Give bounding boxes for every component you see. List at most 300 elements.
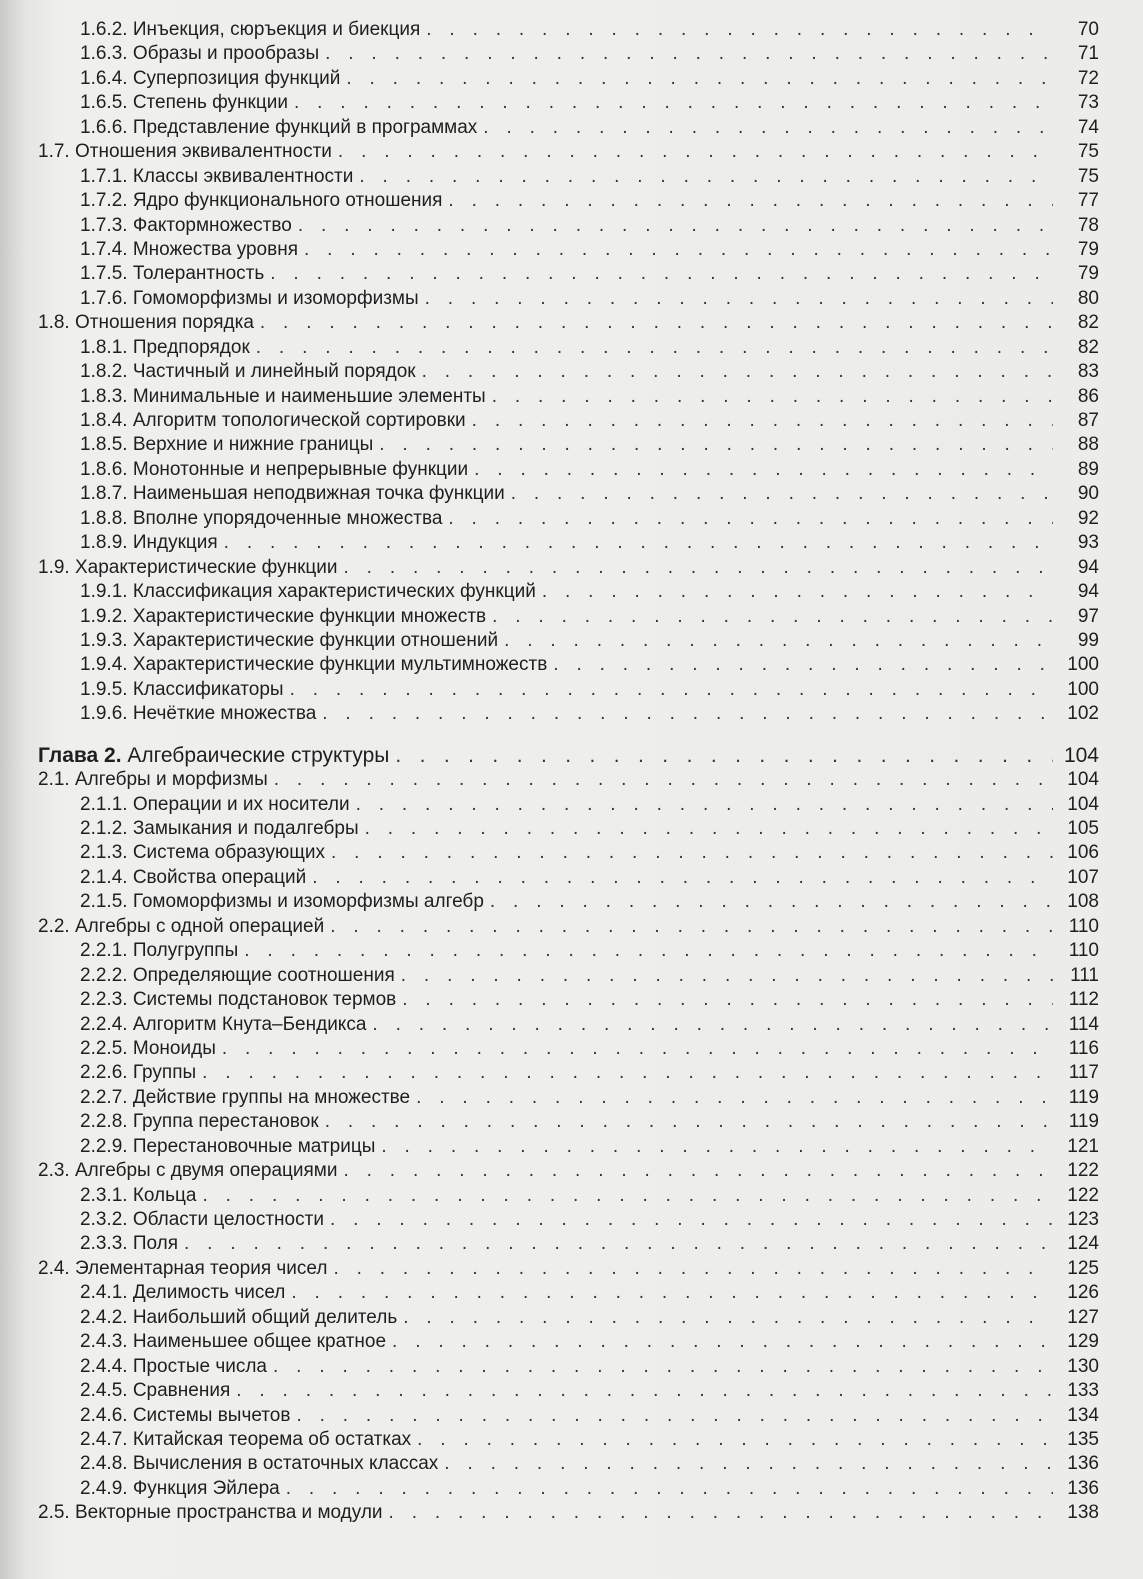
toc-subsection-entry xyxy=(0,189,1143,213)
toc-entry-page: 129 xyxy=(1067,1331,1099,1353)
toc-entry-number: 1.8.2. xyxy=(80,361,128,383)
dot-leader xyxy=(286,1477,1053,1501)
toc-entry-title: Образы и прообразы xyxy=(132,43,320,65)
toc-subsection-entry xyxy=(0,1086,1143,1110)
toc-entry-number: 2.2.9. xyxy=(80,1135,128,1157)
toc-entry-number: 2.2.3. xyxy=(80,989,128,1011)
toc-entry-title: Суперпозиция функций xyxy=(132,67,341,89)
toc-section-entry xyxy=(0,1159,1143,1183)
toc-entry-title: Степень функции xyxy=(132,92,288,114)
toc-subsection-entry xyxy=(0,605,1143,629)
dot-leader xyxy=(416,1086,1053,1110)
toc-section-entry xyxy=(0,311,1143,335)
toc-entry-number: 2.4.2. xyxy=(80,1306,128,1328)
toc-entry-title: Области целостности xyxy=(132,1209,324,1230)
toc-entry-number: 2.3.1. xyxy=(80,1184,128,1206)
toc-entry-number: 2.2.7. xyxy=(80,1086,128,1108)
toc-entry-number: 1.7.5. xyxy=(80,263,128,285)
toc-entry-number: 2.1.5. xyxy=(80,891,128,913)
toc-entry-number: 2.3.2. xyxy=(80,1209,128,1230)
dot-leader xyxy=(395,744,1053,768)
dot-leader xyxy=(401,964,1053,988)
dot-leader xyxy=(325,1110,1053,1134)
toc-entry-page: 105 xyxy=(1067,818,1099,839)
toc-subsection-entry xyxy=(0,1452,1143,1476)
toc-entry-page: 112 xyxy=(1068,989,1099,1011)
toc-entry-page: 99 xyxy=(1077,629,1099,651)
toc-section-entry xyxy=(0,915,1143,939)
toc-subsection-entry xyxy=(0,793,1143,817)
toc-entry-page: 114 xyxy=(1068,1013,1099,1035)
toc-entry-number: 1.6.4. xyxy=(80,67,128,89)
dot-leader xyxy=(359,165,1053,189)
toc-subsection-entry xyxy=(0,1013,1143,1037)
toc-entry-title: Алгебры с одной операцией xyxy=(74,915,325,937)
toc-subsection-entry xyxy=(0,1184,1143,1208)
toc-entry-number: 2.4. xyxy=(38,1257,70,1279)
toc-subsection-entry xyxy=(0,1428,1143,1452)
toc-entry-page: 122 xyxy=(1067,1160,1099,1182)
toc-entry-page: 92 xyxy=(1077,507,1099,529)
toc-subsection-entry xyxy=(0,116,1143,140)
toc-entry-title: Определяющие соотношения xyxy=(132,964,395,986)
toc-entry-title: Алгебры с двумя операциями xyxy=(74,1160,338,1182)
dot-leader xyxy=(490,890,1053,914)
toc-entry-title: Частичный и линейный порядок xyxy=(132,361,416,383)
toc-entry-title: Классификация характеристических функций xyxy=(132,581,536,603)
toc-entry-title: Минимальные и наименьшие элементы xyxy=(132,385,486,407)
toc-entry-page: 80 xyxy=(1077,287,1099,309)
toc-entry-page: 82 xyxy=(1077,336,1099,358)
toc-entry-page: 75 xyxy=(1077,165,1099,187)
toc-entry-page: 100 xyxy=(1067,654,1099,676)
toc-entry-title: Делимость чисел xyxy=(132,1282,286,1304)
toc-entry-number: 1.9.1. xyxy=(80,581,128,603)
toc-entry-number: 2.4.8. xyxy=(80,1453,128,1475)
toc-entry-title: Системы вычетов xyxy=(132,1404,291,1426)
toc-entry-title: Кольца xyxy=(132,1184,197,1206)
toc-subsection-entry xyxy=(0,91,1143,115)
toc-entry-title: Векторные пространства и модули xyxy=(74,1502,383,1524)
toc-entry-number: 1.8.8. xyxy=(80,507,128,529)
toc-entry-page: 74 xyxy=(1077,116,1099,138)
toc-entry-page: 102 xyxy=(1067,703,1099,725)
toc-entry-page: 87 xyxy=(1077,410,1099,431)
toc-entry-page: 111 xyxy=(1070,964,1099,986)
toc-entry-number: 2.2.2. xyxy=(80,964,128,986)
toc-subsection-entry xyxy=(0,890,1143,914)
toc-entry-number: 2.4.1. xyxy=(80,1282,128,1304)
toc-entry-title: Отношения порядка xyxy=(74,312,254,334)
toc-entry-number: 1.7.1. xyxy=(80,165,128,187)
toc-subsection-entry xyxy=(0,1037,1143,1061)
dot-leader xyxy=(274,768,1053,792)
toc-entry-number: 1.9.5. xyxy=(80,678,128,700)
toc-entry-number: 1.9.6. xyxy=(80,703,128,725)
toc-entry-page: 89 xyxy=(1077,458,1099,480)
toc-entry-title: Толерантность xyxy=(132,263,265,285)
toc-entry-number: 1.7.3. xyxy=(80,214,128,236)
toc-subsection-entry xyxy=(0,42,1143,66)
toc-section-entry xyxy=(0,1501,1143,1525)
toc-entry-title: Свойства операций xyxy=(132,866,307,888)
toc-subsection-entry xyxy=(0,988,1143,1012)
dot-leader xyxy=(343,1159,1053,1183)
toc-entry-page: 71 xyxy=(1077,43,1099,65)
toc-entry-number: 1.8.9. xyxy=(80,532,128,554)
toc-entry-number: 2.2.5. xyxy=(80,1037,128,1059)
toc-entry-page: 78 xyxy=(1077,214,1099,236)
toc-entry-page: 90 xyxy=(1077,483,1099,505)
toc-entry-title: Характеристические функции xyxy=(74,556,338,578)
toc-entry-page: 119 xyxy=(1068,1111,1099,1133)
toc-entry-number: 2.2. xyxy=(38,915,70,937)
dot-leader xyxy=(542,580,1053,604)
dot-leader xyxy=(312,866,1053,890)
toc-entry-title: Монотонные и непрерывные функции xyxy=(132,458,469,480)
toc-entry-title: Классы эквивалентности xyxy=(132,165,354,187)
toc-subsection-entry xyxy=(0,1330,1143,1354)
dot-leader xyxy=(389,1501,1053,1525)
dot-leader xyxy=(472,409,1053,433)
toc-entry-title: Фактормножество xyxy=(132,214,292,236)
toc-entry-number: 1.8.5. xyxy=(80,434,128,456)
toc-entry-title: Множества уровня xyxy=(132,238,299,260)
dot-leader xyxy=(504,629,1053,653)
toc-entry-title: Наименьшее общее кратное xyxy=(132,1331,387,1353)
toc-entry-number: 2.3. xyxy=(38,1160,70,1182)
toc-entry-number: 1.8.7. xyxy=(80,483,128,505)
toc-entry-title: Система образующих xyxy=(132,842,325,864)
toc-entry-title: Системы подстановок термов xyxy=(132,989,397,1011)
toc-entry-page: 136 xyxy=(1067,1477,1099,1499)
toc-entry-number: 1.8. xyxy=(38,312,70,334)
dot-leader xyxy=(236,1379,1053,1403)
toc-entry-number: 2.2.4. xyxy=(80,1013,128,1035)
toc-entry-title: Элементарная теория чисел xyxy=(74,1257,328,1279)
toc-entry-title: Индукция xyxy=(132,532,218,554)
toc-subsection-entry xyxy=(0,262,1143,286)
toc-subsection-entry xyxy=(0,531,1143,555)
dot-leader xyxy=(330,1208,1053,1232)
dot-leader xyxy=(392,1330,1053,1354)
toc-entry-number: 1.7. xyxy=(38,141,70,163)
toc-entry-page: 116 xyxy=(1068,1037,1099,1059)
toc-entry-page: 126 xyxy=(1067,1282,1099,1304)
dot-leader xyxy=(322,702,1053,726)
toc-subsection-entry xyxy=(0,214,1143,238)
dot-leader xyxy=(298,214,1053,238)
toc-entry-page: 72 xyxy=(1077,67,1099,89)
toc-entry-page: 77 xyxy=(1077,190,1099,212)
toc-entry-title: Перестановочные матрицы xyxy=(132,1135,376,1157)
dot-leader xyxy=(365,817,1053,841)
dot-leader xyxy=(260,311,1053,335)
toc-entry-page: 104 xyxy=(1067,793,1099,815)
toc-entry-number: 1.7.2. xyxy=(80,190,128,212)
dot-leader xyxy=(290,678,1053,702)
toc-subsection-entry xyxy=(0,67,1143,91)
toc-entry-page: 138 xyxy=(1067,1502,1099,1524)
toc-entry-number: 2.4.5. xyxy=(80,1380,128,1402)
toc-entry-page: 134 xyxy=(1067,1404,1099,1426)
dot-leader xyxy=(256,336,1053,360)
toc-entry-title: Инъекция, сюръекция и биекция xyxy=(132,19,421,40)
toc-entry-page: 83 xyxy=(1077,361,1099,383)
dot-leader xyxy=(270,262,1053,286)
toc-subsection-entry xyxy=(0,866,1143,890)
toc-subsection-entry xyxy=(0,1110,1143,1134)
toc-subsection-entry xyxy=(0,817,1143,841)
toc-entry-title: Алгоритм топологической сортировки xyxy=(132,410,466,431)
toc-subsection-entry xyxy=(0,287,1143,311)
toc-entry-number: 2.1.4. xyxy=(80,866,128,888)
toc-entry-page: 94 xyxy=(1077,581,1099,603)
toc-subsection-entry xyxy=(0,1208,1143,1232)
toc-entry-page: 73 xyxy=(1077,92,1099,114)
toc-entry-title: Наибольший общий делитель xyxy=(132,1306,398,1328)
toc-entry-title: Ядро функционального отношения xyxy=(132,190,443,212)
toc-subsection-entry xyxy=(0,385,1143,409)
toc-entry-page: 86 xyxy=(1077,385,1099,407)
toc-subsection-entry xyxy=(0,458,1143,482)
toc-subsection-entry xyxy=(0,1306,1143,1330)
toc-entry-number: 1.8.3. xyxy=(80,385,128,407)
toc-entry-title: Алгебраические структуры xyxy=(127,743,390,767)
dot-leader xyxy=(474,458,1053,482)
toc-entry-page: 121 xyxy=(1067,1135,1099,1157)
toc-subsection-entry xyxy=(0,678,1143,702)
toc-section-entry xyxy=(0,556,1143,580)
toc-entry-number: 2.1.1. xyxy=(80,793,128,815)
toc-entry-number: 2.5. xyxy=(38,1502,70,1524)
dot-leader xyxy=(448,189,1053,213)
toc-entry-page: 133 xyxy=(1067,1380,1099,1402)
toc-entry-page: 136 xyxy=(1067,1453,1099,1475)
table-of-contents xyxy=(0,18,1143,1526)
dot-leader xyxy=(422,360,1053,384)
toc-entry-title: Полугруппы xyxy=(132,940,239,962)
toc-entry-page: 110 xyxy=(1068,940,1099,962)
toc-entry-page: 119 xyxy=(1068,1086,1099,1108)
toc-entry-title: Функция Эйлера xyxy=(132,1477,280,1499)
dot-leader xyxy=(304,238,1053,262)
toc-subsection-entry xyxy=(0,629,1143,653)
toc-entry-number: 1.6.2. xyxy=(80,19,128,40)
dot-leader xyxy=(511,482,1053,506)
dot-leader xyxy=(346,67,1053,91)
toc-entry-page: 104 xyxy=(1067,769,1099,791)
toc-entry-page: 110 xyxy=(1068,915,1099,937)
toc-subsection-entry xyxy=(0,939,1143,963)
toc-subsection-entry xyxy=(0,1232,1143,1256)
toc-entry-title: Замыкания и подалгебры xyxy=(132,818,359,839)
toc-entry-number: 1.8.6. xyxy=(80,458,128,480)
toc-subsection-entry xyxy=(0,336,1143,360)
toc-section-entry xyxy=(0,1257,1143,1281)
toc-entry-title: Представление функций в программах xyxy=(132,116,478,138)
toc-entry-title: Алгоритм Кнута–Бендикса xyxy=(132,1013,367,1035)
dot-leader xyxy=(202,1061,1053,1085)
toc-entry-page: 94 xyxy=(1077,556,1099,578)
toc-subsection-entry xyxy=(0,507,1143,531)
toc-entry-title: Китайская теорема об остатках xyxy=(132,1428,412,1450)
toc-entry-page: 106 xyxy=(1067,842,1099,864)
toc-entry-title: Наименьшая неподвижная точка функции xyxy=(132,483,505,505)
dot-leader xyxy=(291,1281,1053,1305)
toc-entry-number: 1.8.4. xyxy=(80,410,128,431)
dot-leader xyxy=(403,1306,1053,1330)
toc-entry-title: Характеристические функции множеств xyxy=(132,605,487,627)
toc-entry-number: 1.6.3. xyxy=(80,43,128,65)
toc-subsection-entry xyxy=(0,482,1143,506)
toc-entry-page: 108 xyxy=(1067,891,1099,913)
toc-subsection-entry xyxy=(0,702,1143,726)
toc-subsection-entry xyxy=(0,580,1143,604)
toc-entry-page: 117 xyxy=(1068,1062,1099,1084)
toc-entry-page: 127 xyxy=(1067,1306,1099,1328)
toc-subsection-entry xyxy=(0,1061,1143,1085)
dot-leader xyxy=(444,1452,1053,1476)
toc-entry-title: Операции и их носители xyxy=(132,793,350,815)
toc-entry-page: 82 xyxy=(1077,312,1099,334)
toc-entry-number: 2.4.9. xyxy=(80,1477,128,1499)
dot-leader xyxy=(244,939,1053,963)
toc-entry-number: 1.9.4. xyxy=(80,654,128,676)
toc-entry-page: 107 xyxy=(1067,866,1099,888)
toc-entry-number: 1.9. xyxy=(38,556,70,578)
dot-leader xyxy=(426,18,1053,42)
dot-leader xyxy=(372,1013,1053,1037)
toc-entry-page: 93 xyxy=(1077,532,1099,554)
toc-subsection-entry xyxy=(0,841,1143,865)
dot-leader xyxy=(338,140,1053,164)
toc-entry-number: 2.4.3. xyxy=(80,1331,128,1353)
dot-leader xyxy=(553,653,1053,677)
toc-subsection-entry xyxy=(0,18,1143,42)
toc-entry-number: 2.4.6. xyxy=(80,1404,128,1426)
toc-entry-title: Группа перестановок xyxy=(132,1111,319,1133)
toc-entry-title: Простые числа xyxy=(132,1355,267,1377)
toc-subsection-entry xyxy=(0,653,1143,677)
dot-leader xyxy=(402,988,1053,1012)
dot-leader xyxy=(381,1135,1053,1159)
toc-entry-page: 125 xyxy=(1067,1257,1099,1279)
toc-entry-title: Группы xyxy=(132,1062,197,1084)
toc-entry-number: 1.7.4. xyxy=(80,238,128,260)
toc-entry-title: Верхние и нижние границы xyxy=(132,434,374,456)
toc-entry-page: 135 xyxy=(1067,1428,1099,1450)
toc-entry-title: Действие группы на множестве xyxy=(132,1086,411,1108)
toc-section-entry xyxy=(0,768,1143,792)
toc-entry-number: 1.9.2. xyxy=(80,605,128,627)
toc-subsection-entry xyxy=(0,409,1143,433)
toc-entry-number: 1.7.6. xyxy=(80,287,128,309)
toc-entry-page: 88 xyxy=(1077,434,1099,456)
toc-entry-number: 1.6.6. xyxy=(80,116,128,138)
toc-entry-title: Характеристические функции отношений xyxy=(132,629,499,651)
dot-leader xyxy=(224,531,1053,555)
toc-entry-number: 1.8.1. xyxy=(80,336,128,358)
dot-leader xyxy=(425,287,1053,311)
toc-entry-page: 104 xyxy=(1063,743,1099,767)
toc-subsection-entry xyxy=(0,165,1143,189)
dot-leader xyxy=(344,556,1053,580)
toc-entry-page: 75 xyxy=(1077,141,1099,163)
dot-leader xyxy=(379,433,1053,457)
toc-entry-number: 2.1.2. xyxy=(80,818,128,839)
toc-subsection-entry xyxy=(0,1281,1143,1305)
toc-entry-title: Классификаторы xyxy=(132,678,284,700)
toc-entry-title: Гомоморфизмы и изоморфизмы алгебр xyxy=(132,891,484,913)
dot-leader xyxy=(356,793,1053,817)
toc-entry-title: Вычисления в остаточных классах xyxy=(132,1453,439,1475)
toc-entry-page: 130 xyxy=(1067,1355,1099,1377)
toc-subsection-entry xyxy=(0,1404,1143,1428)
toc-entry-title: Алгебры и морфизмы xyxy=(74,769,268,791)
toc-subsection-entry xyxy=(0,1135,1143,1159)
dot-leader xyxy=(417,1428,1053,1452)
toc-entry-title: Поля xyxy=(132,1233,179,1255)
toc-entry-number: 2.1.3. xyxy=(80,842,128,864)
toc-entry-page: 122 xyxy=(1067,1184,1099,1206)
toc-entry-page: 79 xyxy=(1077,263,1099,285)
toc-subsection-entry xyxy=(0,1477,1143,1501)
toc-entry-title: Предпорядок xyxy=(132,336,250,358)
toc-entry-number: 1.9.3. xyxy=(80,629,128,651)
toc-entry-page: 70 xyxy=(1077,19,1099,40)
toc-subsection-entry xyxy=(0,1379,1143,1403)
dot-leader xyxy=(331,841,1053,865)
dot-leader xyxy=(448,507,1053,531)
toc-entry-number: 2.1. xyxy=(38,769,70,791)
dot-leader xyxy=(184,1232,1053,1256)
dot-leader xyxy=(333,1257,1053,1281)
toc-entry-title: Нечёткие множества xyxy=(132,703,317,725)
toc-entry-number: 2.2.8. xyxy=(80,1111,128,1133)
toc-entry-number: 2.4.4. xyxy=(80,1355,128,1377)
toc-subsection-entry xyxy=(0,1355,1143,1379)
dot-leader xyxy=(492,385,1053,409)
toc-entry-number: Глава 2. xyxy=(38,743,122,767)
dot-leader xyxy=(325,42,1053,66)
toc-subsection-entry xyxy=(0,964,1143,988)
toc-subsection-entry xyxy=(0,433,1143,457)
toc-entry-title: Гомоморфизмы и изоморфизмы xyxy=(132,287,419,309)
dot-leader xyxy=(294,91,1053,115)
toc-entry-title: Характеристические функции мультимножеств xyxy=(132,654,548,676)
dot-leader xyxy=(492,605,1053,629)
toc-entry-title: Отношения эквивалентности xyxy=(74,141,332,163)
toc-chapter-entry xyxy=(0,744,1143,768)
toc-entry-number: 2.4.7. xyxy=(80,1428,128,1450)
toc-entry-title: Вполне упорядоченные множества xyxy=(132,507,443,529)
toc-entry-page: 97 xyxy=(1077,605,1099,627)
toc-entry-title: Сравнения xyxy=(132,1380,231,1402)
dot-leader xyxy=(296,1404,1053,1428)
toc-subsection-entry xyxy=(0,360,1143,384)
toc-entry-page: 123 xyxy=(1067,1209,1099,1230)
toc-entry-page: 79 xyxy=(1077,238,1099,260)
dot-leader xyxy=(222,1037,1053,1061)
toc-entry-number: 2.2.6. xyxy=(80,1062,128,1084)
toc-entry-page: 100 xyxy=(1067,678,1099,700)
toc-entry-number: 2.2.1. xyxy=(80,940,128,962)
toc-subsection-entry xyxy=(0,238,1143,262)
dot-leader xyxy=(202,1184,1053,1208)
dot-leader xyxy=(330,915,1053,939)
toc-entry-title: Моноиды xyxy=(132,1037,216,1059)
